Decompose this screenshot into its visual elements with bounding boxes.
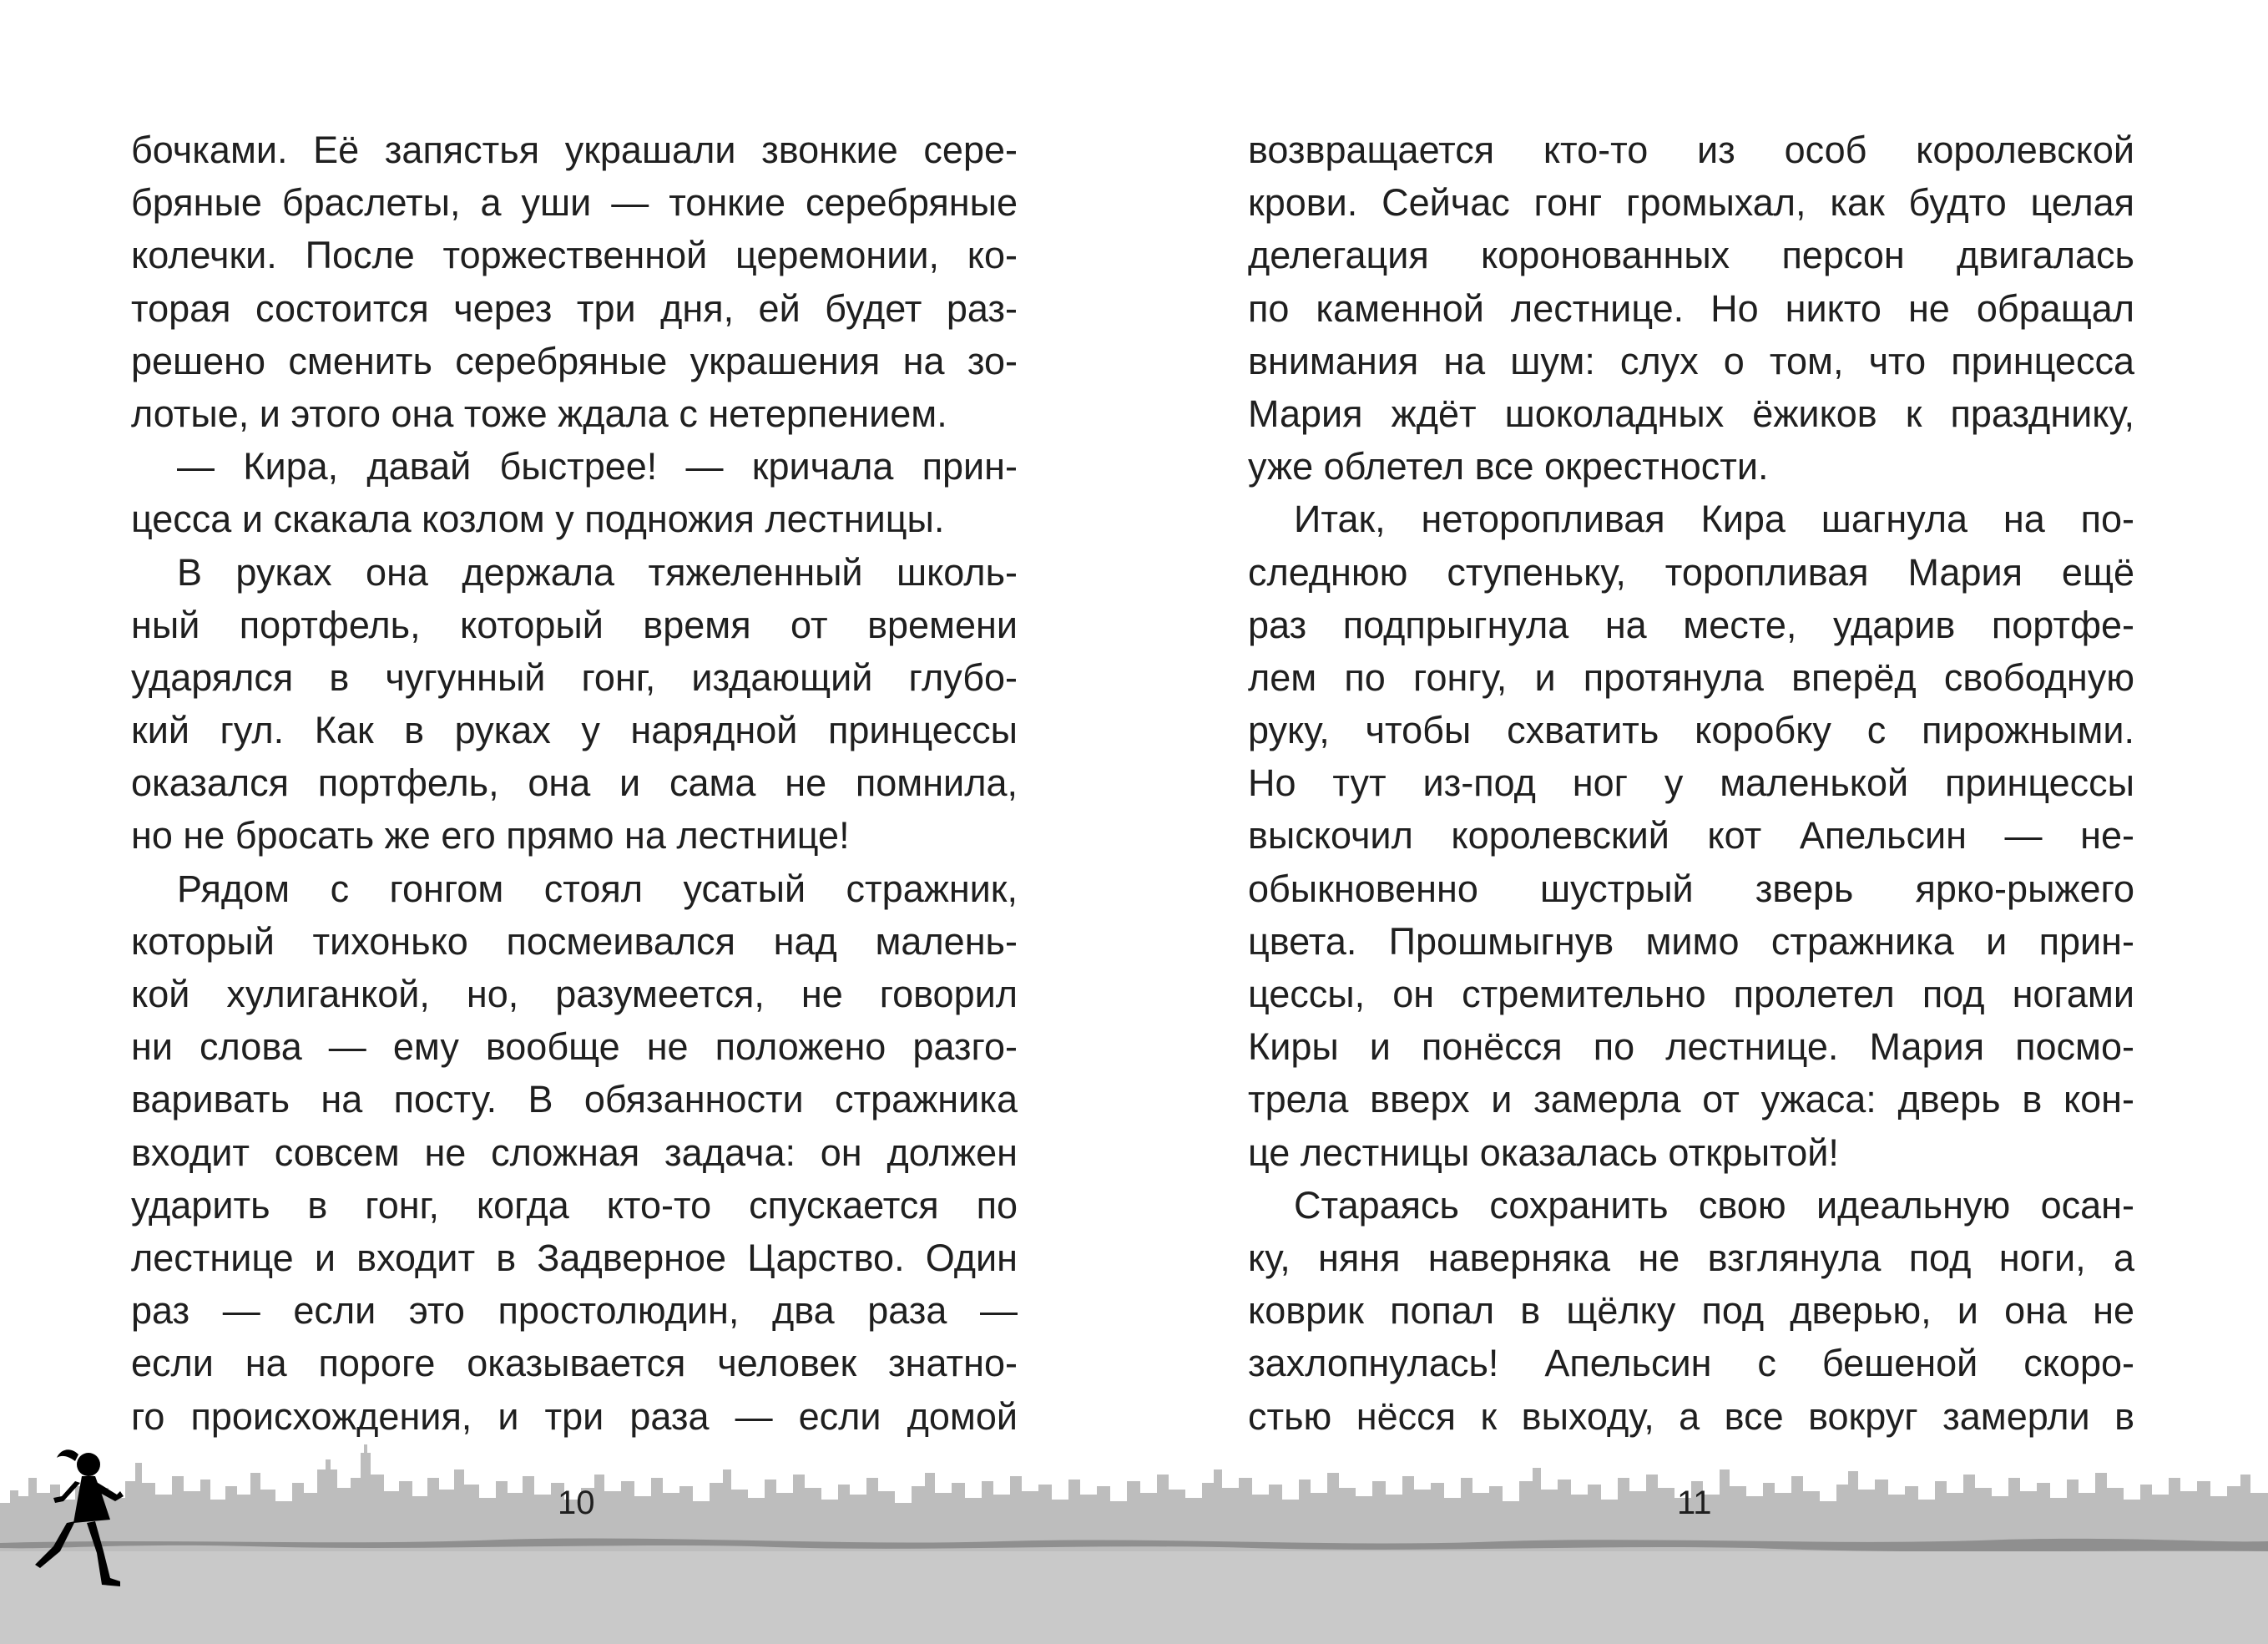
city-skyline-icon [0, 1444, 2268, 1644]
text-line: раз подпрыгнула на месте, ударив портфе- [1248, 603, 2134, 646]
text-line: торая состоится через три дня, ей будет раз- [131, 286, 1018, 330]
text-line: руку, чтобы схватить коробку с пирожными. [1248, 709, 2134, 752]
text-line: Но тут из-под ног у маленькой принцессы [1248, 761, 2134, 805]
text-line: по каменной лестнице. Но никто не обращал [1248, 286, 2134, 330]
text-line: который тихонько посмеивался над малень- [131, 919, 1018, 963]
text-line: внимания на шум: слух о том, что принцесса [1248, 339, 2134, 382]
text-line: В руках она держала тяжеленный школь- [177, 550, 1018, 594]
text-line: раз — если это простолюдин, два раза — [131, 1289, 1018, 1333]
text-line: лем по гонгу, и протянула вперёд свободную [1248, 655, 2134, 699]
text-line: цессы, он стремительно пролетел под ногами [1248, 973, 2134, 1015]
text-line: выскочил королевский кот Апельсин — не- [1248, 814, 2134, 857]
text-line: це лестницы оказалась открытой! [1248, 1131, 1839, 1174]
text-line: лестнице и входит в Задверное Царство. Один [131, 1236, 1018, 1279]
text-line: ударялся в чугунный гонг, издающий глубо- [131, 655, 1018, 699]
running-girl-icon [23, 1443, 140, 1601]
text-line: но не бросать же его прямо на лестнице! [131, 814, 850, 857]
text-line: Итак, неторопливая Кира шагнула на по- [1294, 498, 2134, 541]
text-line: цвета. Прошмыгнув мимо стражника и прин- [1248, 919, 2134, 963]
text-line: стью нёсся к выходу, а все вокруг замерли в [1248, 1394, 2134, 1438]
right-page-text [1248, 124, 2134, 1443]
text-line: кий гул. Как в руках у нарядной принцессы [131, 709, 1018, 752]
text-line: — Кира, давай быстрее! — кричала прин- [177, 445, 1018, 488]
text-line: колечки. После торжественной церемонии, ко- [131, 234, 1018, 277]
text-line: оказался портфель, она и сама не помнила, [131, 761, 1018, 805]
text-line: Рядом с гонгом стоял усатый стражник, [177, 867, 1018, 910]
text-line: следнюю ступеньку, торопливая Мария ещё [1248, 550, 2134, 594]
text-line: захлопнулась! Апельсин с бешеной скоро- [1248, 1342, 2134, 1385]
text-line: цесса и скакала козлом у подножия лестницы. [131, 498, 945, 541]
text-line: коврик попал в щёлку под дверью, и она не [1248, 1289, 2134, 1333]
text-line: возвращается кто-то из особ королевской [1248, 129, 2134, 171]
left-page-text [131, 124, 1018, 1443]
page-number-left: 10 [558, 1485, 595, 1521]
text-line: уже облетел все окрестности. [1248, 445, 1769, 488]
page-number-right: 11 [1677, 1485, 1712, 1521]
text-line: если на пороге оказывается человек знатно- [131, 1342, 1018, 1385]
text-line: ни слова — ему вообще не положено разго- [131, 1025, 1018, 1069]
text-line: Мария ждёт шоколадных ёжиков к празднику, [1248, 392, 2134, 435]
text-line: ный портфель, который время от времени [131, 603, 1018, 646]
text-line: бряные браслеты, а уши — тонкие серебряные [131, 181, 1018, 225]
text-line: Стараясь сохранить свою идеальную осан- [1294, 1183, 2134, 1227]
text-line: ударить в гонг, когда кто-то спускается по [131, 1183, 1018, 1227]
text-line: входит совсем не сложная задача: он должен [131, 1131, 1018, 1174]
text-line: ку, няня наверняка не взглянула под ноги, а [1248, 1236, 2134, 1279]
text-line: обыкновенно шустрый зверь ярко-рыжего [1248, 867, 2134, 910]
text-line: делегация коронованных персон двигалась [1248, 234, 2134, 277]
text-line: трела вверх и замерла от ужаса: дверь в кон- [1248, 1078, 2134, 1121]
text-line: варивать на посту. В обязанности стражника [131, 1078, 1018, 1121]
text-line: кой хулиганкой, но, разумеется, не говорил [131, 973, 1018, 1015]
text-line: бочками. Её запястья украшали звонкие сере- [131, 129, 1018, 171]
text-line: лотые, и этого она тоже ждала с нетерпением. [131, 392, 947, 435]
text-line: решено сменить серебряные украшения на зо- [131, 339, 1018, 382]
text-line: крови. Сейчас гонг громыхал, как будто целая [1248, 181, 2134, 225]
text-line: го происхождения, и три раза — если домой [131, 1394, 1018, 1438]
text-line: Киры и понёсся по лестнице. Мария посмо- [1248, 1025, 2134, 1069]
